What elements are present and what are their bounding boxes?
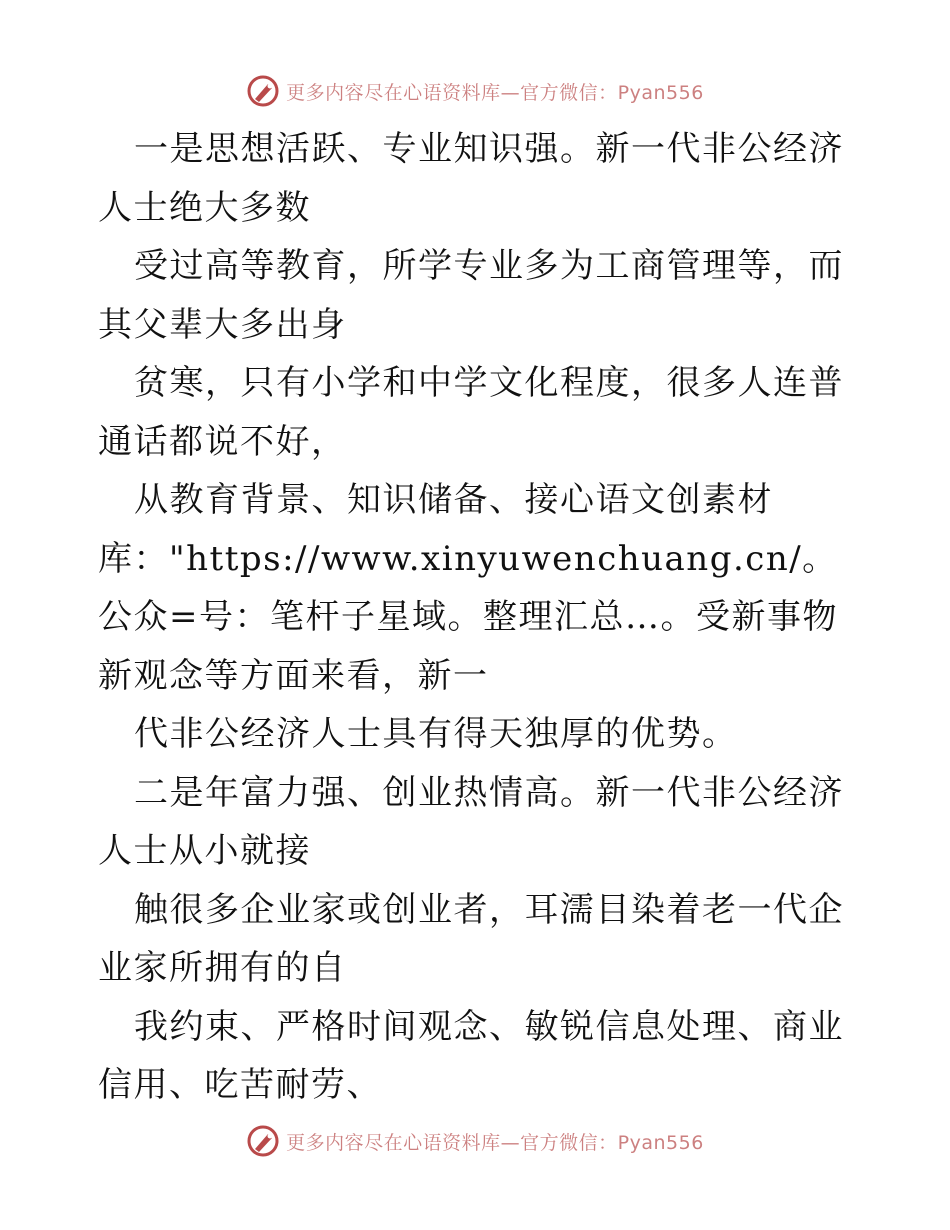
pen-nib-logo-icon	[246, 74, 280, 108]
paragraph: 二是年富力强、创业热情高。新一代非公经济人士从小就接	[98, 772, 844, 871]
watermark-text: 更多内容尽在心语资料库—官方微信：Pyan556	[286, 81, 704, 104]
paragraph: 受过高等教育，所学专业多为工商管理等，而其父辈大多出身	[98, 246, 844, 345]
header-watermark	[0, 71, 950, 111]
watermark-text: 更多内容尽在心语资料库—官方微信：Pyan556	[286, 1131, 704, 1154]
paragraph: 贫寒，只有小学和中学文化程度，很多人连普通话都说不好，	[98, 363, 844, 462]
pen-nib-logo-icon	[246, 1124, 280, 1158]
paragraph: 代非公经济人士具有得天独厚的优势。	[134, 714, 738, 754]
paragraph: 从教育背景、知识储备、接心语文创素材库："https://www.xinyuwenchuang.cn/。公众=号：笔杆子星域。整理汇总…。受新事物新观念等方面来看，新一	[98, 480, 838, 696]
paragraph: 我约束、严格时间观念、敏锐信息处理、商业信用、吃苦耐劳、	[98, 1006, 844, 1105]
document-body	[98, 120, 858, 1115]
footer-watermark	[0, 1121, 950, 1161]
paragraph: 触很多企业家或创业者，耳濡目染着老一代企业家所拥有的自	[98, 889, 844, 988]
paragraph: 一是思想活跃、专业知识强。新一代非公经济人士绝大多数	[98, 129, 844, 228]
